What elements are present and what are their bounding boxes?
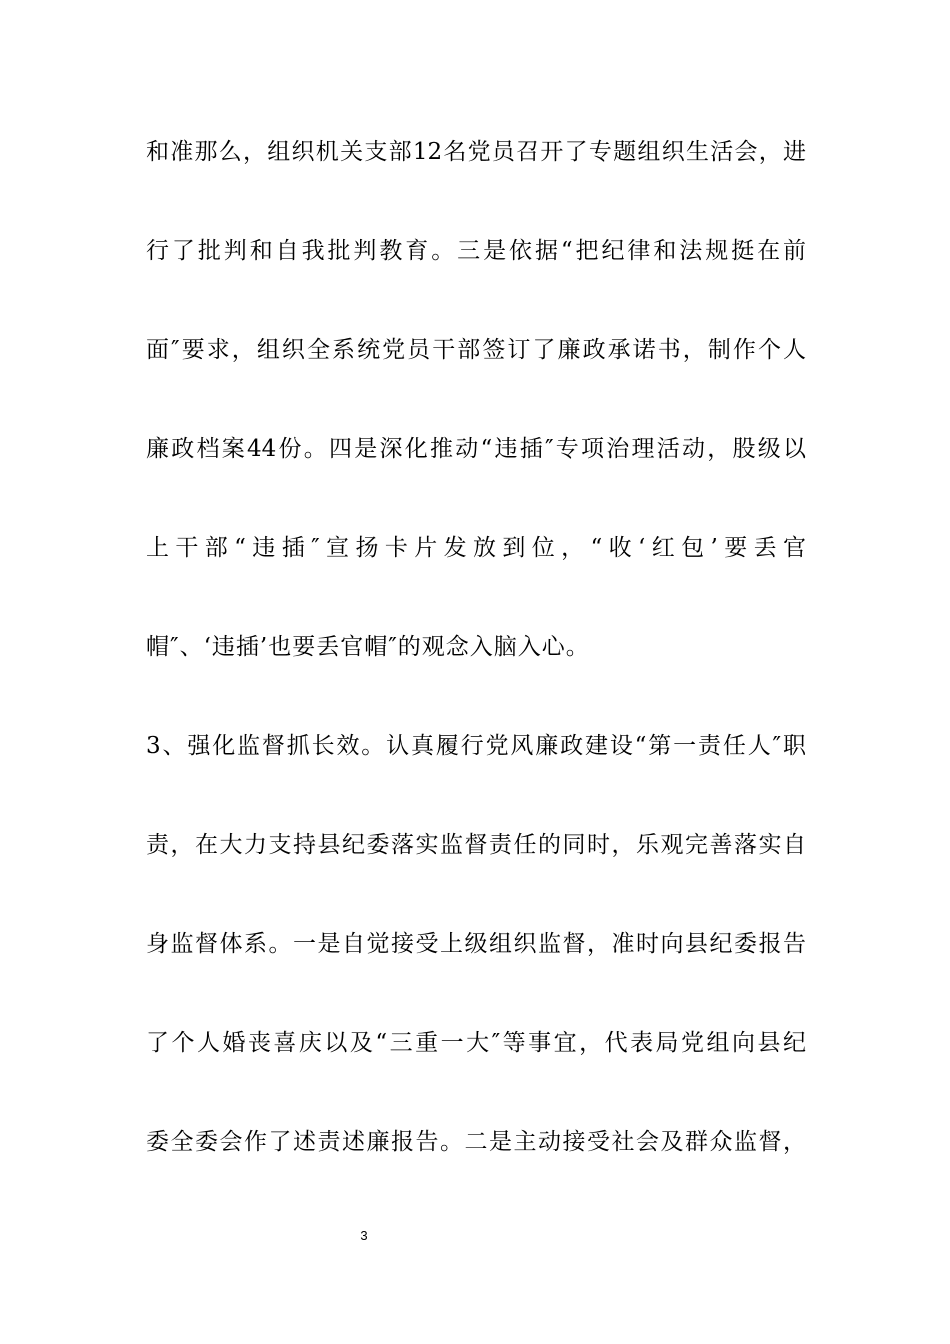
body-text-line-10: 了个人婚丧喜庆以及“三重一大″等事宜，代表局党组向县纪 [146,1030,806,1056]
body-text-line-9: 身监督体系。一是自觉接受上级组织监督，准时向县纪委报告 [146,931,806,957]
body-text-line-4: 廉政档案44份。四是深化推动“违插″专项治理活动，股级以 [146,436,806,462]
body-text-line-7: 3、强化监督抓长效。认真履行党风廉政建设“第一责任人″职 [146,733,806,759]
body-text-line-8: 责，在大力支持县纪委落实监督责任的同时，乐观完善落实自 [146,832,806,858]
body-text-line-5: 上干部“违插″宣扬卡片发放到位，“收‘红包’要丢官 [146,535,806,561]
body-text-line-2: 行了批判和自我批判教育。三是依据“把纪律和法规挺在前 [146,238,806,264]
body-text-line-11: 委全委会作了述责述廉报告。二是主动接受社会及群众监督， [146,1129,806,1155]
body-text-line-3: 面″要求，组织全系统党员干部签订了廉政承诺书，制作个人 [146,337,806,363]
body-text-line-1: 和准那么，组织机关支部12名党员召开了专题组织生活会，进 [146,139,806,165]
body-text-line-6: 帽″、‘违插’也要丢官帽″的观念入脑入心。 [146,634,590,660]
page-number: 3 [360,1228,368,1243]
